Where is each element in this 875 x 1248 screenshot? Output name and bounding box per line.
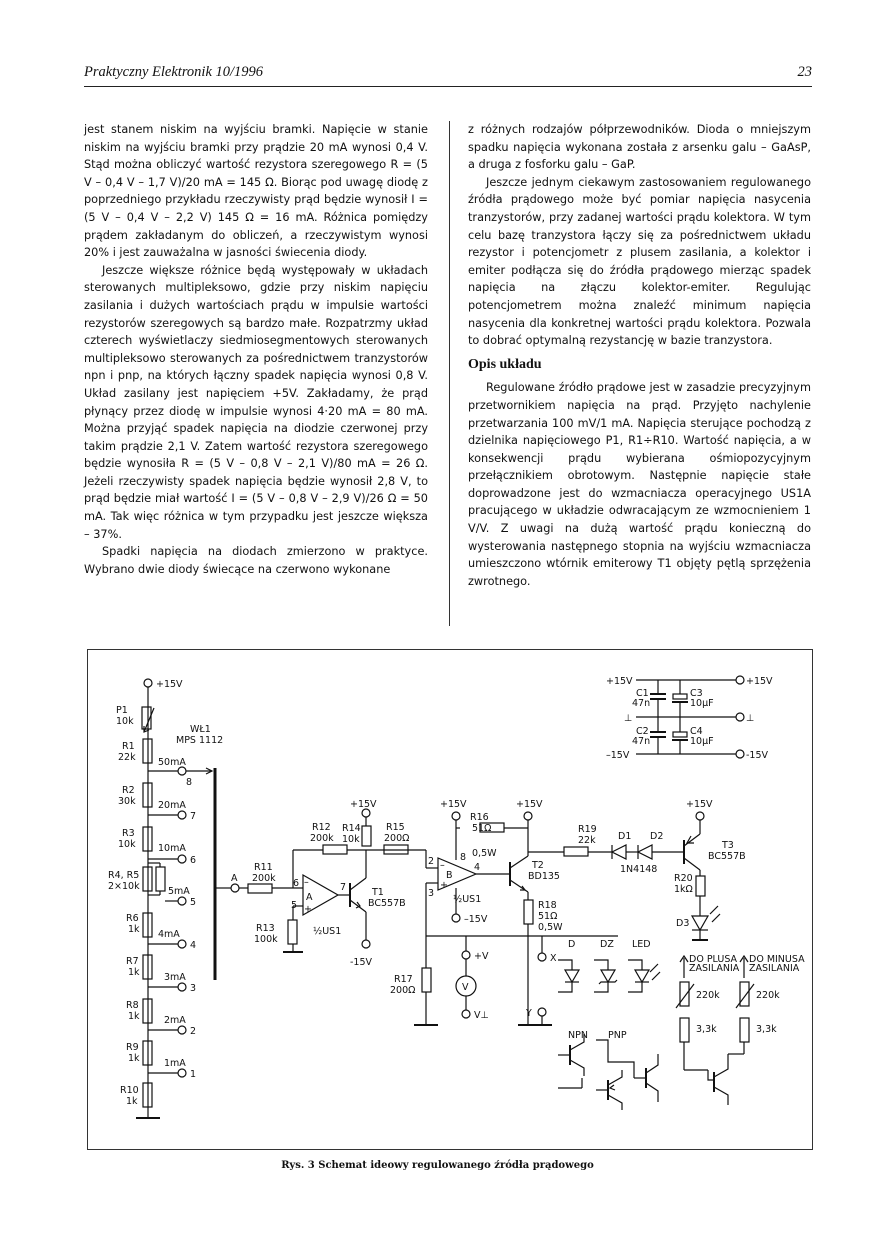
label: -15V — [746, 750, 769, 761]
opamp-b-stage — [426, 799, 563, 936]
label: 4mA — [158, 929, 180, 940]
paragraph: Jeszcze jednym ciekawym zastosowaniem regulowanego źródła prądowego może być pomiar napięcia nasycenia tranzystorów, przy zadanej wartości prądu kolektora. W tym celu bazę tranzystora łączy się za pośrednictwem układu rezystor i potencjometr z plusem zasilania, a kolektor i emiter podłącza się do źródła prądowego mierząc spadek napięcia na złączu kolektor-emiter. Regulując potencjometrem można znaleźć minimum napięcia nasycenia dla konkretnej wartości prądu kolektora. Pozwala to dobrać optymalną rezystancję w bazie tranzystora. — [468, 175, 811, 348]
label: V — [462, 982, 469, 993]
label: 220k — [756, 990, 780, 1001]
column-divider — [449, 121, 450, 626]
label: LED — [632, 939, 651, 950]
label: 50mA — [158, 757, 186, 768]
led-indicator — [528, 799, 746, 940]
label: 1k — [128, 924, 140, 935]
schematic-figure — [87, 649, 813, 1150]
r33k-resistor-2 — [740, 1018, 749, 1042]
label: 10k — [342, 834, 360, 845]
opamp-a-stage — [215, 799, 426, 968]
journal-title: Praktyczny Elektronik 10/1996 — [84, 64, 264, 80]
label: 5 — [291, 900, 298, 911]
svg-text:+: + — [440, 880, 448, 891]
label: 1kΩ — [674, 884, 693, 895]
label: R17 — [394, 974, 413, 985]
label: 47n — [632, 736, 651, 747]
label: 8 — [186, 777, 193, 788]
paragraph: Jeszcze większe różnice będą występowały w układach sterowanych multipleksowo, gdzie przy niskim napięciu zasilania i dużych wartościach prądu w impulsie wartości rezystorów szeregowych są bardzo małe. Rozpatrzmy układ czterech wyświetlaczy siedmiosegmentowych sterowanych multipleksowo sterowanych za pośrednictwem tranzystorów npn i pnp, na których łączny spadek napięcia wynosi 0,8 V. Układ zasilany jest napięciem +5V. Zakładamy, że prąd płynący przez diodę w impulsie wynosi 4·20 mA = 80 mA. Można przyjąć spadek napięcia na diodzie czerwonej przy takim prądzie 2,1 V. Zatem wartość rezystora szeregowego będzie wynosiła R = (5 V – 0,8 V – 2,1 V)/80 mA = 26 Ω. Jeżeli rzeczywisty spadek napięcia będzie wynosił 2,8 V, to prąd będzie miał wartość I = (5 V – 0,8 V – 2,9 V)/26 Ω = 50 mA. Tak więc różnica w tym przypadku jest jeszcze większa – 37%. — [84, 263, 428, 541]
label: WŁ1 — [190, 724, 211, 735]
label: NPN — [568, 1030, 588, 1041]
label: PNP — [608, 1030, 627, 1041]
label: +15V — [350, 799, 377, 810]
label: C3 — [690, 688, 703, 699]
r19-resistor — [564, 847, 588, 856]
label: 6 — [293, 878, 300, 889]
label: 7 — [340, 882, 347, 893]
label: R3 — [122, 828, 135, 839]
zener-diode-icon — [601, 970, 615, 982]
label: +15V — [606, 676, 633, 687]
label: 47n — [632, 698, 651, 709]
label: D1 — [618, 831, 632, 842]
label: 10k — [118, 839, 136, 850]
label: –15V — [464, 914, 488, 925]
label: 2 — [190, 1026, 197, 1037]
d1-diode — [612, 845, 626, 859]
label: D3 — [676, 918, 690, 929]
d2-diode — [638, 845, 652, 859]
section-heading: Opis układu — [468, 356, 542, 372]
label: C1 — [636, 688, 649, 699]
r14-resistor — [362, 826, 371, 846]
svg-text:+: + — [304, 904, 312, 915]
label: 1k — [128, 1011, 140, 1022]
paragraph: Spadki napięcia na diodach zmierzono w praktyce. Wybrano dwie diody świecące na czerwono wykonane — [84, 545, 428, 576]
paragraph: z różnych rodzajów półprzewodników. Dioda o mniejszym spadku napięcia wykonana została z arsenku galu – GaAsP, a druga z fosforku galu – GaP. — [468, 123, 811, 172]
range-switch — [148, 757, 215, 1080]
bias-network — [676, 954, 805, 1070]
label: R12 — [312, 822, 331, 833]
label: 2 — [428, 856, 435, 867]
test-diode-icon — [565, 970, 579, 982]
label: B — [446, 870, 453, 881]
label: 6 — [190, 855, 197, 866]
label: 1k — [126, 1096, 138, 1107]
label: 3 — [428, 888, 435, 899]
label: 200Ω — [390, 985, 416, 996]
label: 200k — [252, 873, 276, 884]
label: 1N4148 — [620, 864, 658, 875]
label: R18 — [538, 900, 557, 911]
svg-text:–: – — [304, 877, 309, 888]
label: 1k — [128, 967, 140, 978]
label: 1k — [128, 1053, 140, 1064]
label: ⊥ — [746, 713, 755, 724]
r12-resistor — [323, 845, 347, 854]
label: R2 — [122, 785, 135, 796]
page-header — [84, 64, 812, 87]
label: DZ — [600, 939, 614, 950]
label: ZASILANIA — [749, 963, 800, 974]
label: R10 — [120, 1085, 139, 1096]
label: A — [231, 873, 238, 884]
label: 10µF — [690, 736, 714, 747]
label: R4, R5 — [108, 870, 140, 881]
left-column — [84, 121, 428, 578]
label: R6 — [126, 913, 139, 924]
r11-resistor — [248, 884, 272, 893]
label: T3 — [722, 840, 734, 851]
label: 22k — [578, 835, 596, 846]
test-led-icon — [635, 970, 649, 982]
p220k-potentiometer-2 — [740, 982, 749, 1006]
label: DO MINUSA — [749, 954, 805, 965]
label: 3 — [190, 983, 197, 994]
schematic-diagram — [88, 650, 812, 1149]
label: BC557B — [368, 898, 406, 909]
label: X — [550, 953, 557, 964]
label: 30k — [118, 796, 136, 807]
figure-caption: Rys. 3 Schemat ideowy regulowanego źródła prądowego — [281, 1160, 594, 1171]
r20-resistor — [696, 876, 705, 896]
label: 2×10k — [108, 881, 140, 892]
label: T2 — [532, 860, 544, 871]
r18-resistor — [524, 900, 533, 924]
power-supply — [606, 676, 773, 761]
label: R8 — [126, 1000, 139, 1011]
meter-section — [390, 936, 618, 1025]
label: 10mA — [158, 843, 186, 854]
r13-resistor — [288, 920, 297, 944]
p220k-potentiometer — [680, 982, 689, 1006]
label: 220k — [696, 990, 720, 1001]
label: 1 — [190, 1069, 197, 1080]
label: -15V — [350, 957, 373, 968]
label: A — [306, 892, 313, 903]
label: –15V — [606, 750, 630, 761]
svg-text:–: – — [440, 860, 445, 871]
label: 5mA — [168, 886, 190, 897]
supply-terminal — [144, 679, 152, 687]
divider-chain — [108, 679, 223, 1118]
label: T1 — [372, 887, 384, 898]
label: +15V — [156, 679, 183, 690]
label: +15V — [440, 799, 467, 810]
d3-led — [692, 916, 708, 930]
label: D — [568, 939, 576, 950]
label: ZASILANIA — [689, 963, 740, 974]
label: 100k — [254, 934, 278, 945]
r5-resistor — [156, 867, 165, 891]
label: R14 — [342, 823, 361, 834]
label: R20 — [674, 873, 693, 884]
label: 20mA — [158, 800, 186, 811]
label: 3,3k — [696, 1024, 717, 1035]
label: R7 — [126, 956, 139, 967]
label: C4 — [690, 726, 703, 737]
label: MPS 1112 — [176, 735, 224, 746]
right-column — [468, 121, 811, 590]
label: 10k — [116, 716, 134, 727]
label: 4 — [190, 940, 197, 951]
label: BC557B — [708, 851, 746, 862]
label: R1 — [122, 741, 135, 752]
r33k-resistor — [680, 1018, 689, 1042]
paragraph: Regulowane źródło prądowe jest w zasadzie precyzyjnym przetwornikiem napięcia na prąd. Przyjęto nachylenie przetwarzania 100 mV/1 mA. Napięcia sterujące pochodzą z dzielnika napięciowego P1, R1÷R10. Wartość napięcia, a w konsekwencji prądu wybierana ośmiopozycyjnym przełącznikiem obrotowym. Następnie napięcie stałe doprowadzone jest do wzmacniacza operacyjnego US1A pracującego w układzie odwracającym ze wzmocnieniem 1 V/V. Z uwagi na dużą wartość prądu konieczną do wysterowania następnego stopnia na wyjściu wzmacniacza umieszczono wtórnik emiterowy T1 objęty pętlą sprzężenia zwrotnego. — [468, 381, 811, 588]
page-number: 23 — [797, 64, 812, 80]
label: D2 — [650, 831, 664, 842]
label: 1mA — [164, 1058, 186, 1069]
label: 51Ω — [538, 911, 558, 922]
label: +15V — [686, 799, 713, 810]
label: 7 — [190, 811, 197, 822]
label: 200Ω — [384, 833, 410, 844]
label: 3,3k — [756, 1024, 777, 1035]
label: DO PLUSA — [689, 954, 738, 965]
paragraph: jest stanem niskim na wyjściu bramki. Napięcie w stanie niskim na wyjściu bramki przy prądzie 20 mA wynosi 0,4 V. Stąd można obliczyć wartość rezystora szeregowego R = (5 V – 0,4 V – 1,7 V)/20 mA = 145 Ω. Biorąc pod uwagę diodę z poprzedniego przykładu rzeczywisty prąd będzie wynosił I = (5 V – 0,4 V – 2,2 V) 145 Ω = 16 mA. Różnica pomiędzy prądem zakładanym do obliczeń, a rzeczywistym wynosi 20% i jest zauważalna w jasności świecenia diody. — [84, 123, 428, 260]
label: 0,5W — [472, 848, 497, 859]
label: +15V — [746, 676, 773, 687]
label: 4 — [474, 862, 481, 873]
label: 51Ω — [472, 823, 492, 834]
label: V⊥ — [474, 1010, 489, 1021]
label: BD135 — [528, 871, 560, 882]
label: 8 — [460, 852, 467, 863]
label: 10µF — [690, 698, 714, 709]
label: ½US1 — [453, 894, 482, 905]
label: P1 — [116, 705, 128, 716]
label: ⊥ — [624, 713, 633, 724]
label: 0,5W — [538, 922, 563, 933]
label: 200k — [310, 833, 334, 844]
label: 2mA — [164, 1015, 186, 1026]
label: ½US1 — [313, 926, 342, 937]
label: R15 — [386, 822, 405, 833]
label: Y — [526, 1008, 532, 1019]
label: 22k — [118, 752, 136, 763]
label: R13 — [256, 923, 275, 934]
label: +15V — [516, 799, 543, 810]
label: 3mA — [164, 972, 186, 983]
label: C2 — [636, 726, 649, 737]
label: 5 — [190, 897, 197, 908]
label: R9 — [126, 1042, 139, 1053]
label: R16 — [470, 812, 489, 823]
label: +V — [474, 951, 489, 962]
label: R11 — [254, 862, 273, 873]
r17-resistor — [422, 968, 431, 992]
label: R19 — [578, 824, 597, 835]
